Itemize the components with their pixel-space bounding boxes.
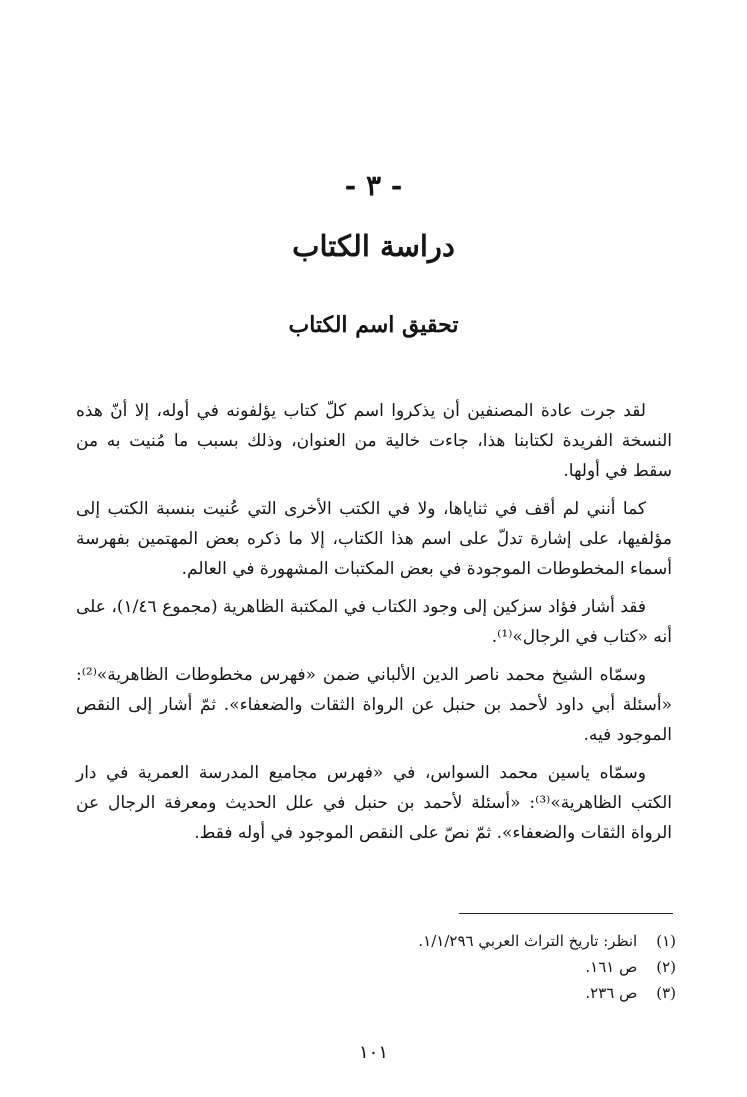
chapter-number: - ٣ - (344, 169, 403, 202)
footnote-3 (76, 980, 676, 1006)
paragraph-5: وسمّاه ياسين محمد السواس، في «فهرس مجاميع المدرسة العمرية في دار الكتب الظاهرية»⁽³⁾: «أسئلة لأحمد بن حنبل في علل الحديث ومعرفة الرجال عن الرواة الثقات والضعفاء». ثمّ نصّ على النقص الموجود في أوله فقط. (76, 763, 673, 843)
footnote-text: ص ١٦١. (585, 958, 638, 976)
paragraph-4: وسمّاه الشيخ محمد ناصر الدين الألباني ضمن «فهرس مخطوطات الظاهرية»⁽²⁾: «أسئلة أبي داود لأحمد بن حنبل عن الرواة الثقات والضعفاء». ثمّ أشار إلى النقص الموجود فيه. (76, 665, 672, 745)
page-number: ١٠١ (358, 1042, 388, 1063)
paragraph-2: كما أنني لم أقف في ثناياها، ولا في الكتب الأخرى التي عُنيت بنسبة الكتب إلى مؤلفيها، على إشارة تدلّ على اسم هذا الكتاب، إلا ما ذكره بعض المهتمين بفهرسة أسماء المخطوطات الموجودة في بعض المكتبات المشهورة في العالم. (76, 499, 672, 579)
body-text (76, 396, 672, 856)
section-title: تحقيق اسم الكتاب (288, 312, 459, 338)
footnote-number: (٣) (656, 984, 676, 1002)
footnote-2 (76, 954, 676, 980)
footnotes (76, 928, 676, 1006)
footnote-1 (76, 928, 676, 954)
paragraph-1: لقد جرت عادة المصنفين أن يذكروا اسم كلّ كتاب يؤلفونه في أوله، إلا أنّ هذه النسخة الفريدة لكتابنا هذا، جاءت خالية من العنوان، وذلك بسبب ما مُنيت به من سقط في أولها. (76, 401, 672, 481)
chapter-title: دراسة الكتاب (292, 229, 455, 263)
footnote-number: (١) (656, 932, 676, 950)
footnote-text: انظر: تاريخ التراث العربي ١/١/٢٩٦. (418, 932, 638, 950)
footnote-number: (٢) (656, 958, 676, 976)
footnote-divider (459, 913, 673, 914)
footnote-text: ص ٢٣٦. (585, 984, 638, 1002)
paragraph-3: فقد أشار فؤاد سزكين إلى وجود الكتاب في المكتبة الظاهرية (مجموع ١/٤٦)، على أنه «كتاب في الرجال»⁽¹⁾. (76, 597, 672, 647)
